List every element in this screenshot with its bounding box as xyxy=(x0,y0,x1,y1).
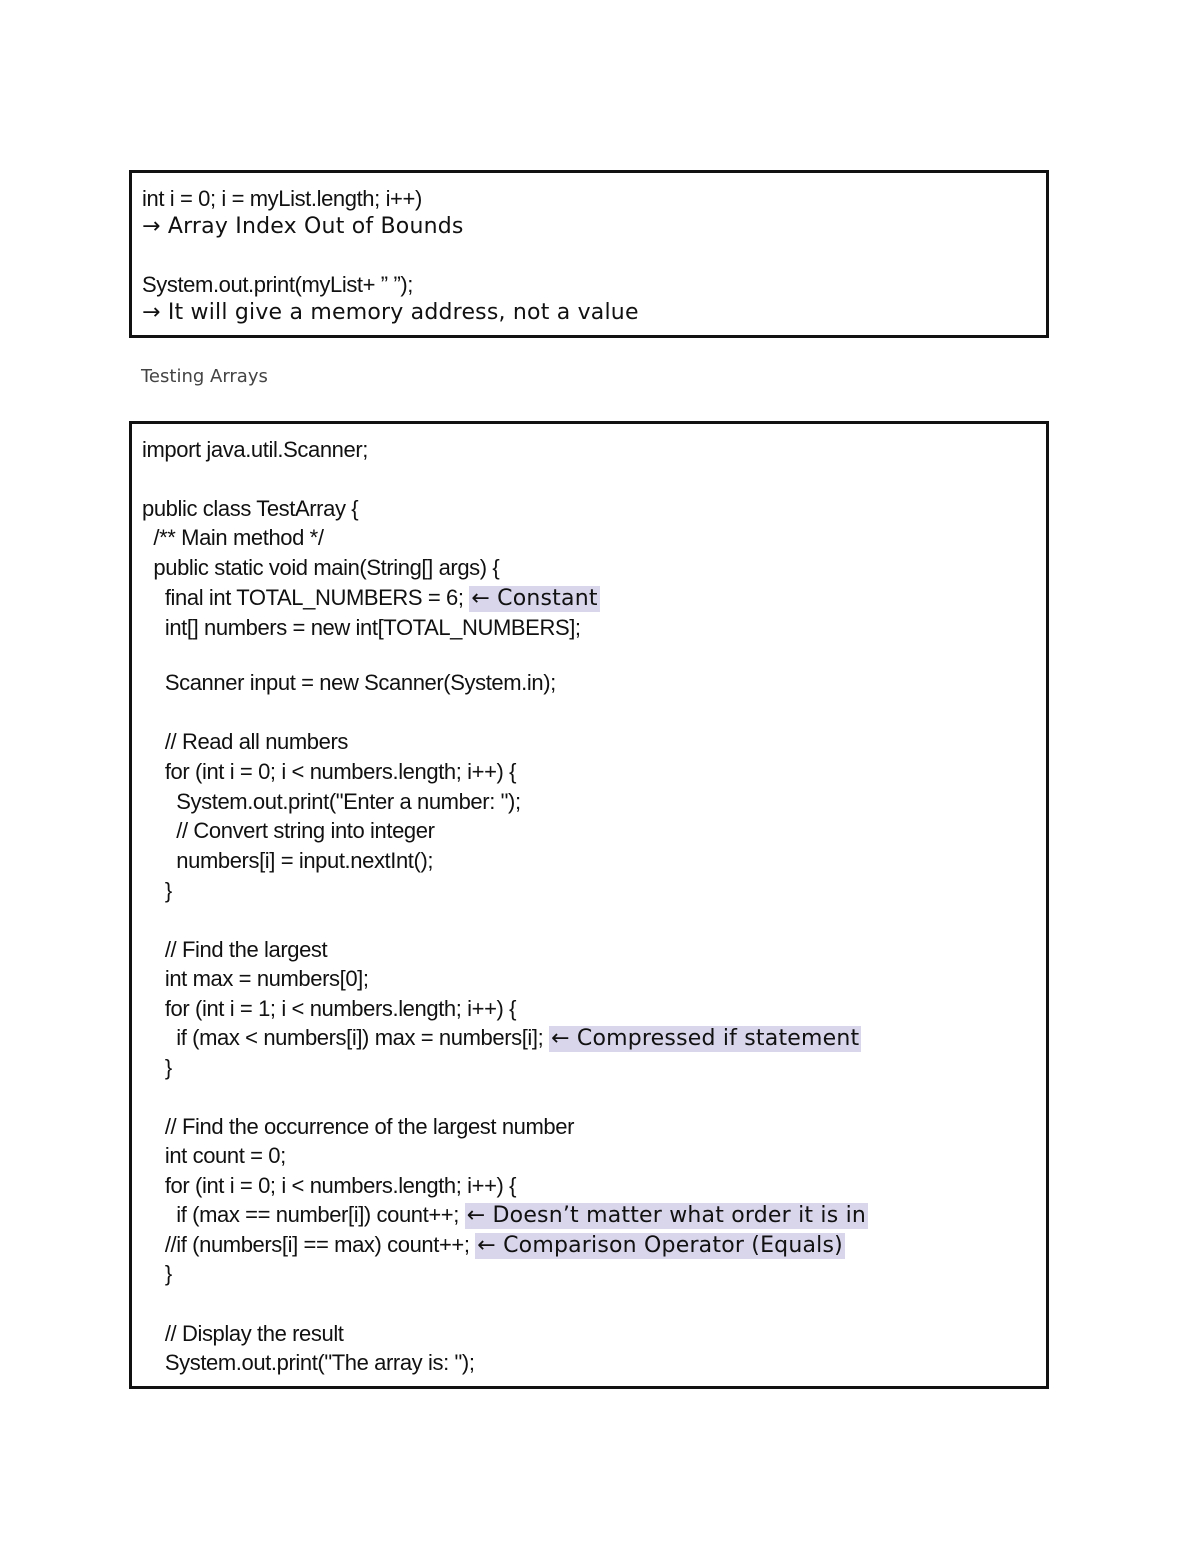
section-caption: Testing Arrays xyxy=(141,366,268,387)
code-line: // Display the result xyxy=(142,1321,344,1346)
code-line: System.out.print("Enter a number: "); xyxy=(142,789,521,814)
notes-box xyxy=(129,170,1049,338)
code-text: //if (numbers[i] == max) count++; xyxy=(142,1232,476,1257)
code-box xyxy=(129,421,1049,1389)
note-line: → Array Index Out of Bounds xyxy=(142,214,464,239)
code-line: System.out.print(myList+ ” ”); xyxy=(142,272,414,297)
code-line: for (int i = 0; i < numbers.length; i++) { xyxy=(142,759,517,784)
code-line: // Find the largest xyxy=(142,937,328,962)
code-line: int i = 0; i = myList.length; i++) xyxy=(142,186,422,211)
code-line: // Find the occurrence of the largest number xyxy=(142,1114,575,1139)
code-line: } xyxy=(142,878,172,903)
code-text: final int TOTAL_NUMBERS = 6; xyxy=(142,585,470,610)
code-line: public static void main(String[] args) { xyxy=(142,555,500,580)
code-line: numbers[i] = input.nextInt(); xyxy=(142,848,434,873)
code-text: if (max == number[i]) count++; xyxy=(142,1202,465,1227)
code-line-with-annotation xyxy=(142,1231,845,1260)
code-line: public class TestArray { xyxy=(142,496,359,521)
note-line: → It will give a memory address, not a value xyxy=(142,300,639,325)
annotation-order: ← Doesn’t matter what order it is in xyxy=(466,1203,867,1228)
annotation-constant: ← Constant xyxy=(471,586,598,611)
code-line: /** Main method */ xyxy=(142,525,324,550)
code-line: for (int i = 1; i < numbers.length; i++) { xyxy=(142,996,517,1021)
annotation-comparison: ← Comparison Operator (Equals) xyxy=(477,1233,843,1258)
code-line-with-annotation xyxy=(142,1201,868,1230)
code-line: } xyxy=(142,1261,172,1286)
code-line: // Convert string into integer xyxy=(142,818,435,843)
code-line: // Read all numbers xyxy=(142,729,349,754)
code-line: int count = 0; xyxy=(142,1143,286,1168)
code-text: if (max < numbers[i]) max = numbers[i]; xyxy=(142,1025,550,1050)
code-line: import java.util.Scanner; xyxy=(142,437,368,462)
code-line-with-annotation xyxy=(142,584,600,613)
code-line: for (int i = 0; i < numbers.length; i++) { xyxy=(142,1173,517,1198)
code-line-with-annotation xyxy=(142,1024,861,1053)
code-line: } xyxy=(142,1055,172,1080)
code-line: int max = numbers[0]; xyxy=(142,966,369,991)
code-line: int[] numbers = new int[TOTAL_NUMBERS]; xyxy=(142,615,581,640)
code-line: System.out.print("The array is: "); xyxy=(142,1350,475,1375)
code-line: Scanner input = new Scanner(System.in); xyxy=(142,670,556,695)
annotation-compressed-if: ← Compressed if statement xyxy=(551,1026,860,1051)
